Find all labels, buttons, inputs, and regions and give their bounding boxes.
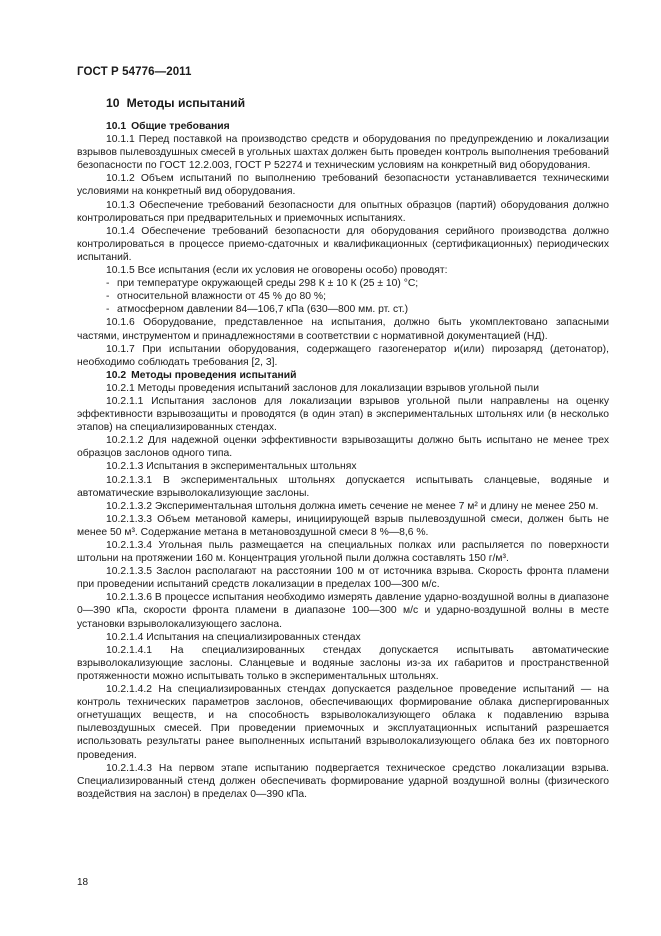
paragraph-10-2-1-3-4: 10.2.1.3.4 Угольная пыль размещается на специальных полках или распыляется по поверхности штольни на протяжении 160 м. Концентрация угольной пыли должна составлять 150 г/м³.: [77, 540, 609, 565]
page-number: 18: [77, 877, 89, 888]
list-dash: -: [106, 291, 110, 303]
subsection-heading-10-2: [77, 369, 609, 382]
list-item-text: атмосферном давлении 84—106,7 кПа (630—800 мм. рт. ст.): [117, 304, 409, 316]
paragraph-10-2-1: 10.2.1 Методы проведения испытаний заслонов для локализации взрывов угольной пыли: [106, 382, 539, 394]
paragraph-10-2-1-3-6: 10.2.1.3.6 В процессе испытания необходимо измерять давление ударно-воздушной волны в диапазоне 0—390 кПа, скорости фронта пламени в диапазоне 100—300 м/с и ударно-воздушной волны в месте установки взрыволокализующего заслона.: [77, 592, 609, 630]
list-item: [77, 277, 609, 290]
section-heading: [77, 96, 609, 110]
section-number: 10: [106, 96, 120, 110]
paragraph-10-1-7: 10.1.7 При испытании оборудования, содержащего газогенератор и(или) пирозаряд (детонатор), необходимо соблюдать требования [2, 3].: [77, 343, 609, 368]
paragraph-10-2-1-4-3: 10.2.1.4.3 На первом этапе испытанию подвергается техническое средство локализации взрыва. Специализированный стенд должен обеспечивать формирование ударной воздушной волны (физического воздействия на заслон) в пределах 0—390 кПа.: [77, 762, 609, 800]
paragraph-10-1-6: 10.1.6 Оборудование, представленное на испытания, должно быть укомплектовано запасными частями, инструментом и принадлежностями в соответствии с нормативной документацией (НД).: [77, 317, 609, 342]
paragraph-10-2-1-1: 10.2.1.1 Испытания заслонов для локализации взрывов угольной пыли направлены на оценку эффективности взрывозащиты и проводятся (в один этап) в экспериментальных штольнях или (в несколько этапов) на специализированных стендах.: [77, 395, 609, 434]
paragraph-10-2-1-2: 10.2.1.2 Для надежной оценки эффективности взрывозащиты должно быть испытано не менее трех образцов заслонов одного типа.: [77, 435, 609, 460]
list-item: [77, 290, 609, 303]
paragraph-10-1-3: 10.1.3 Обеспечение требований безопасности для опытных образцов (партий) оборудования должно контролироваться при предварительных и приемочных испытаниях.: [77, 199, 609, 224]
paragraph-10-1-5: 10.1.5 Все испытания (если их условия не оговорены особо) проводят:: [106, 265, 448, 277]
paragraph-10-1-4: 10.1.4 Обеспечение требований безопасности для оборудования серийного производства должно контролироваться в процессе приемо-сдаточных и квалификационных (сертификационных) периодических испытаний.: [77, 225, 609, 263]
list-item-text: при температуре окружающей среды 298 К ± 10 К (25 ± 10) °С;: [117, 278, 419, 290]
subsection-number: 10.1: [106, 121, 127, 132]
paragraph-10-2-1-3-1: 10.2.1.3.1 В экспериментальных штольнях допускается испытывать сланцевые, водяные и автоматические взрыволокализующие заслоны.: [77, 474, 609, 499]
list-dash: -: [106, 278, 110, 290]
document-body: [77, 96, 609, 801]
paragraph-10-1-2: 10.1.2 Объем испытаний по выполнению требований безопасности устанавливается техническими условиями на конкретный вид оборудования.: [77, 173, 609, 198]
paragraph-10-2-1-3-5: 10.2.1.3.5 Заслон располагают на расстоянии 100 м от источника взрыва. Скорость фронта пламени при проведении испытаний средств локализации в пределах 100—300 м/с.: [77, 566, 609, 591]
subsection-title: Общие требования: [131, 121, 230, 132]
list-dash: -: [106, 304, 110, 316]
paragraph-10-1-1: 10.1.1 Перед поставкой на производство средств и оборудования по предупреждению и локализации взрывов пылевоздушных смесей в угольных шахтах должен быть проведен контроль выполнения требований безопасности по ГОСТ 12.2.003, ГОСТ Р 52274 и техническим условиям на конкретный вид оборудования.: [77, 134, 609, 172]
paragraph-10-2-1-4-1: 10.2.1.4.1 На специализированных стендах допускается испытывать автоматические взрыволокализующие заслоны. Сланцевые и водяные заслоны из-за их габаритов и пространственной протяженности можно испытывать только в экспериментальных штольнях.: [77, 644, 609, 682]
list-item-text: относительной влажности от 45 % до 80 %;: [117, 291, 326, 303]
subsection-number: 10.2: [106, 369, 127, 381]
list-item: [77, 303, 609, 316]
subsection-title: Методы проведения испытаний: [131, 369, 297, 381]
paragraph-10-2-1-4: 10.2.1.4 Испытания на специализированных стендах: [106, 631, 361, 643]
paragraph-10-2-1-3-3: 10.2.1.3.3 Объем метановой камеры, инициирующей взрыв пылевоздушной смеси, должен быть не менее 50 м³. Содержание метана в метановоздушной смеси 8 %—8,6 %.: [77, 513, 609, 538]
paragraph-10-2-1-3: 10.2.1.3 Испытания в экспериментальных штольнях: [106, 461, 357, 473]
subsection-heading-10-1: [77, 120, 609, 133]
paragraph-10-2-1-3-2: 10.2.1.3.2 Экспериментальная штольня должна иметь сечение не менее 7 м² и длину не менее 250 м.: [106, 500, 599, 512]
section-title: Методы испытаний: [126, 96, 246, 110]
paragraph-10-2-1-4-2: 10.2.1.4.2 На специализированных стендах допускается раздельное проведение испытаний — на контроль технических параметров заслонов, обеспечивающих формирование облака диспергированных огнетушащих веществ, и на способность взрыволокализующего облака к подавлению взрыва пылевоздушных смесей. При проведении приемочных и эксплуатационных испытаний разрешается использовать результаты ранее выполненных испытаний взрыволокализующего облака без их повторного проведения.: [77, 684, 609, 761]
document-header: ГОСТ Р 54776—2011: [77, 66, 192, 78]
